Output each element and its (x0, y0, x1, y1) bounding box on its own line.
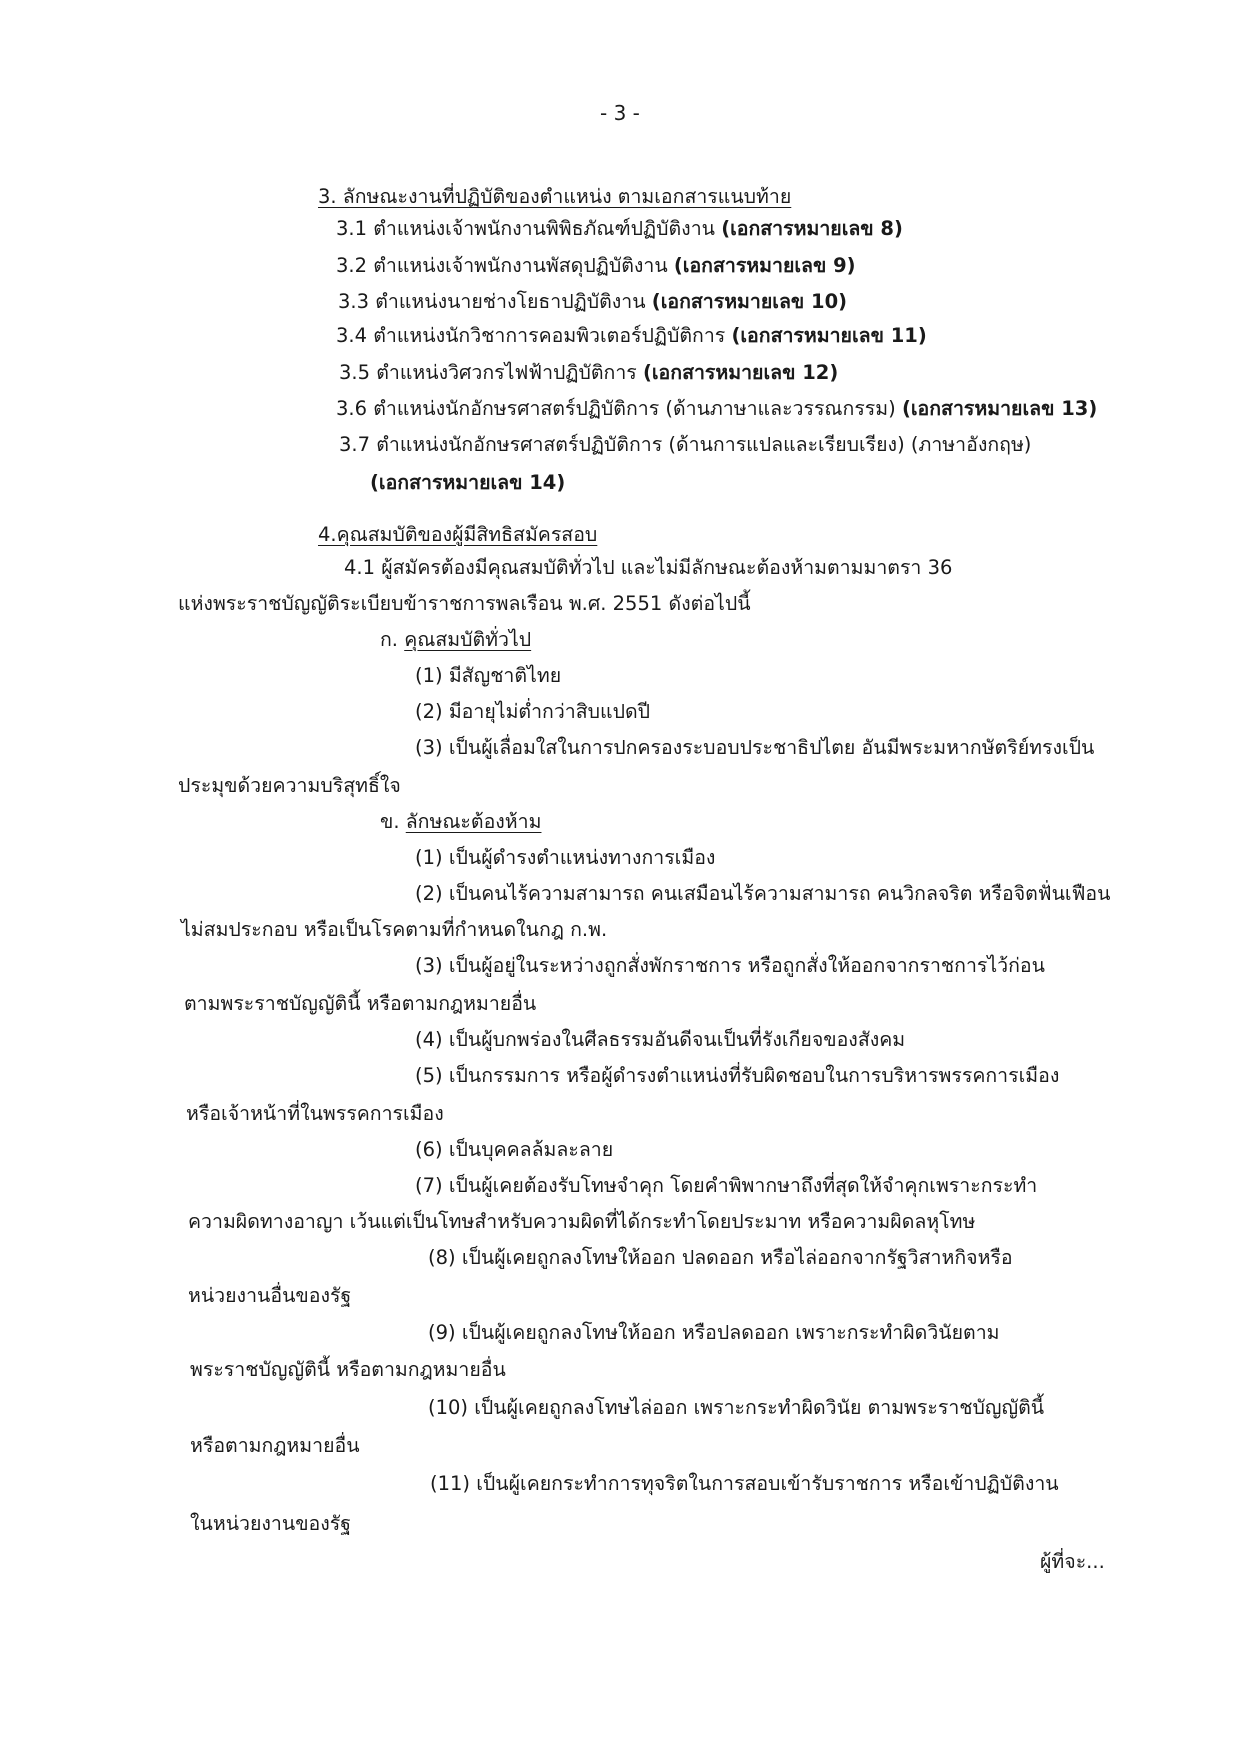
paragraph-line: 4.1 ผู้สมัครต้องมีคุณสมบัติทั่วไป และไม่มีลักษณะต้องห้ามตามมาตรา 36 (344, 556, 953, 579)
document-ref: (เอกสารหมายเลข 9) (673, 254, 856, 277)
list-item: (7) เป็นผู้เคยต้องรับโทษจำคุก โดยคำพิพากษาถึงที่สุดให้จำคุกเพราะกระทำ (415, 1174, 1038, 1197)
general-qualifications-heading (380, 627, 531, 653)
subheading-prefix: ก. (380, 628, 405, 651)
position-label: 3.6 ตำแหน่งนักอักษรศาสตร์ปฏิบัติการ (ด้านภาษาและวรรณกรรม) (336, 397, 902, 420)
list-item (339, 432, 1031, 458)
position-label: 3.5 ตำแหน่งวิศวกรไฟฟ้าปฏิบัติการ (339, 361, 643, 384)
list-item-continuation: ความผิดทางอาญา เว้นแต่เป็นโทษสำหรับความผิดที่ได้กระทำโดยประมาท หรือความผิดลหุโทษ (188, 1210, 976, 1233)
list-item: (5) เป็นกรรมการ หรือผู้ดำรงตำแหน่งที่รับผิดชอบในการบริหารพรรคการเมือง (415, 1064, 1060, 1087)
page-number: - 3 - (600, 101, 640, 125)
list-item: (4) เป็นผู้บกพร่องในศีลธรรมอันดีจนเป็นที่รังเกียจของสังคม (415, 1028, 906, 1051)
position-label: 3.3 ตำแหน่งนายช่างโยธาปฏิบัติงาน (338, 290, 652, 313)
list-item: (8) เป็นผู้เคยถูกลงโทษให้ออก ปลดออก หรือไล่ออกจากรัฐวิสาหกิจหรือ (428, 1246, 1013, 1269)
list-item-continuation: ในหน่วยงานของรัฐ (190, 1512, 352, 1535)
section-3-heading-text: 3. ลักษณะงานที่ปฏิบัติของตำแหน่ง ตามเอกสารแนบท้าย (318, 185, 792, 208)
list-item (336, 216, 903, 242)
position-label: 3.4 ตำแหน่งนักวิชาการคอมพิวเตอร์ปฏิบัติการ (336, 324, 732, 347)
subheading-title: ลักษณะต้องห้าม (405, 810, 542, 833)
list-item: (1) เป็นผู้ดำรงตำแหน่งทางการเมือง (415, 846, 716, 869)
list-item: (2) มีอายุไม่ต่ำกว่าสิบแปดปี (415, 700, 651, 723)
list-item: (1) มีสัญชาติไทย (415, 664, 562, 687)
list-item-continuation: ประมุขด้วยความบริสุทธิ์ใจ (178, 774, 401, 797)
list-item (338, 289, 847, 315)
document-ref: (เอกสารหมายเลข 10) (651, 290, 848, 313)
list-item (336, 253, 856, 279)
subheading-title: คุณสมบัติทั่วไป (404, 628, 532, 651)
list-item-continuation: พระราชบัญญัตินี้ หรือตามกฎหมายอื่น (190, 1358, 506, 1381)
prohibited-characteristics-heading (380, 809, 541, 835)
list-item-continuation: หรือเจ้าหน้าที่ในพรรคการเมือง (186, 1102, 444, 1125)
list-item (336, 323, 927, 349)
document-ref: (เอกสารหมายเลข 11) (731, 324, 927, 347)
document-ref: (เอกสารหมายเลข 12) (642, 361, 839, 384)
list-item: (2) เป็นคนไร้ความสามารถ คนเสมือนไร้ความสามารถ คนวิกลจริต หรือจิตฟั่นเฟือน (415, 882, 1111, 905)
list-item-continuation: ไม่สมประกอบ หรือเป็นโรคตามที่กำหนดในกฎ ก.พ. (181, 918, 608, 941)
document-ref: (เอกสารหมายเลข 8) (721, 217, 903, 240)
list-item: (6) เป็นบุคคลล้มละลาย (415, 1138, 614, 1161)
list-item: (3) เป็นผู้เลื่อมใสในการปกครองระบอบประชาธิปไตย อันมีพระมหากษัตริย์ทรงเป็น (415, 736, 1095, 759)
list-item: (3) เป็นผู้อยู่ในระหว่างถูกสั่งพักราชการ หรือถูกสั่งให้ออกจากราชการไว้ก่อน (415, 954, 1045, 977)
list-item (336, 396, 1097, 422)
list-item (339, 360, 838, 386)
list-item: (9) เป็นผู้เคยถูกลงโทษให้ออก หรือปลดออก เพราะกระทำผิดวินัยตาม (428, 1321, 1000, 1344)
list-item: (10) เป็นผู้เคยถูกลงโทษไล่ออก เพราะกระทำผิดวินัย ตามพระราชบัญญัตินี้ (428, 1396, 1045, 1419)
subheading-prefix: ข. (380, 810, 406, 833)
continuation-marker: ผู้ที่จะ... (1040, 1550, 1105, 1573)
paragraph-line: แห่งพระราชบัญญัติระเบียบข้าราชการพลเรือน พ.ศ. 2551 ดังต่อไปนี้ (178, 592, 751, 615)
list-item-continuation: หน่วยงานอื่นของรัฐ (188, 1284, 352, 1307)
section-4-heading-text: 4.คุณสมบัติของผู้มีสิทธิสมัครสอบ (318, 523, 598, 546)
position-label: 3.2 ตำแหน่งเจ้าพนักงานพัสดุปฏิบัติงาน (336, 254, 674, 277)
position-label: 3.1 ตำแหน่งเจ้าพนักงานพิพิธภัณฑ์ปฏิบัติงาน (336, 217, 722, 240)
section-3-heading (318, 184, 791, 210)
document-ref: (เอกสารหมายเลข 13) (901, 397, 1098, 420)
position-label: 3.7 ตำแหน่งนักอักษรศาสตร์ปฏิบัติการ (ด้านการแปลและเรียบเรียง) (ภาษาอังกฤษ) (339, 433, 1032, 456)
list-item: (11) เป็นผู้เคยกระทำการทุจริตในการสอบเข้ารับราชการ หรือเข้าปฏิบัติงาน (430, 1472, 1059, 1495)
list-item-continuation: ตามพระราชบัญญัตินี้ หรือตามกฎหมายอื่น (184, 992, 537, 1015)
document-ref: (เอกสารหมายเลข 14) (370, 471, 566, 494)
section-4-heading (318, 522, 597, 548)
list-item-continuation: หรือตามกฎหมายอื่น (190, 1434, 360, 1457)
